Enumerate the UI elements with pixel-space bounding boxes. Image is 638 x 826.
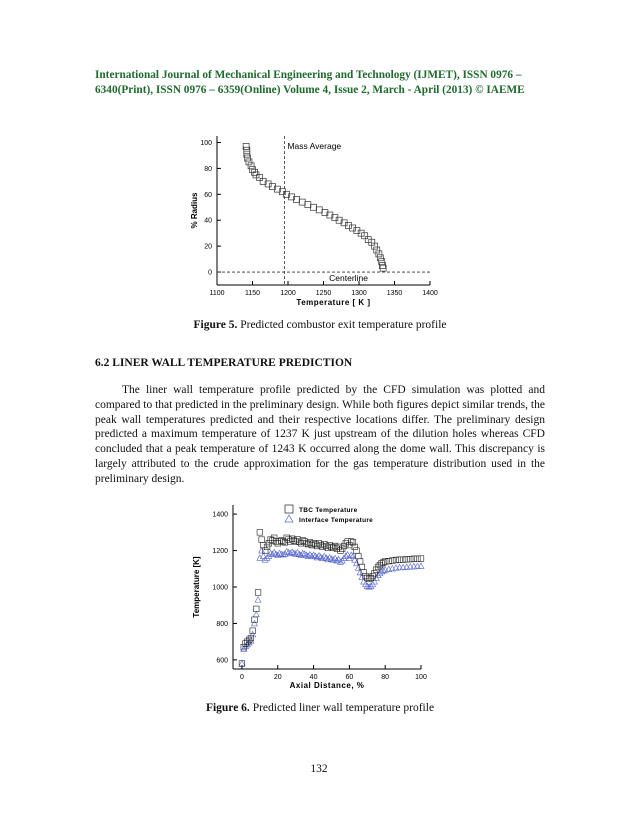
tbc-point (411, 556, 417, 562)
x-axis-label: Axial Distance, % (289, 681, 365, 690)
figure5-caption (150, 319, 490, 331)
data-point (345, 222, 351, 228)
figure6-caption (150, 702, 490, 714)
tbc-point (354, 548, 360, 554)
x-tick-label: 1300 (351, 290, 367, 297)
y-tick-label: 600 (216, 657, 228, 665)
section-paragraph: The liner wall temperature profile predicted by the CFD simulation was plotted and compared to that predicted in the preliminary design. While both figures depict similar trends, the peak wall temperatures predicted and their respective locations differ. The preliminary design predicted a maximum temperature of 1237 K just upstream of the dilution holes whereas CFD concluded that a peak temperature of 1243 K occurred along the dome wall. This discrepancy is largely attributed to the crude approximation for the gas temperature distribution used in the preliminary design. (95, 384, 545, 485)
journal-header-line1: International Journal of Mechanical Engineering and Technology (IJMET), ISSN 0976 – (95, 69, 522, 81)
tbc-point (415, 556, 421, 562)
data-point (246, 159, 252, 165)
y-tick-label: 0 (208, 269, 212, 277)
interface-point (259, 548, 265, 554)
tbc-point (418, 556, 424, 562)
figure6-caption-text: Predicted liner wall temperature profile (252, 702, 435, 714)
tbc-point (250, 628, 256, 634)
data-point (305, 202, 311, 208)
tbc-point (252, 617, 258, 623)
data-point (248, 163, 254, 169)
interface-point (253, 611, 259, 617)
tbc-point (356, 553, 362, 559)
tbc-point (264, 544, 270, 550)
x-tick-label: 1150 (244, 290, 261, 297)
data-point (362, 233, 368, 239)
mass-average-label: Mass Average (287, 140, 342, 151)
x-tick-label: 1200 (280, 290, 296, 297)
journal-header (95, 68, 545, 97)
section-title: 6.2 LINER WALL TEMPERATURE PREDICTION (95, 357, 353, 369)
data-point (299, 199, 305, 205)
y-tick-label: 1400 (212, 511, 228, 519)
page-number: 132 (310, 763, 328, 775)
figure5-chart (185, 128, 445, 313)
y-tick-label: 800 (216, 620, 228, 628)
data-point (365, 237, 371, 243)
data-point (376, 251, 382, 257)
y-tick-label: 60 (204, 191, 212, 199)
tbc-point (359, 564, 365, 570)
centerline-label: Centerline (329, 273, 368, 284)
x-axis-label: Temperature [ K ] (296, 298, 371, 307)
legend-tbc-label: TBC Temperature (299, 507, 358, 514)
tbc-point (259, 537, 265, 543)
legend-interface-marker (285, 515, 293, 522)
data-point (358, 230, 364, 236)
x-tick-label: 1350 (386, 290, 403, 297)
interface-point (255, 597, 261, 603)
y-tick-label: 20 (204, 243, 212, 251)
figure6-label: Figure 6. (205, 702, 250, 714)
x-tick-label: 60 (345, 674, 354, 681)
x-tick-label: 0 (239, 674, 244, 681)
x-tick-label: 80 (381, 674, 390, 681)
x-tick-label: 1400 (422, 290, 438, 297)
tbc-point (404, 557, 410, 563)
x-tick-label: 20 (273, 674, 282, 681)
tbc-point (400, 557, 406, 563)
data-point (311, 204, 317, 210)
tbc-point (257, 530, 263, 536)
y-tick-label: 1200 (212, 548, 228, 556)
y-tick-label: 1000 (212, 584, 228, 592)
tbc-point (261, 542, 267, 548)
x-tick-label: 1100 (209, 290, 225, 297)
legend-interface-label: Interface Temperature (299, 517, 374, 524)
data-point (350, 225, 356, 231)
legend-tbc-marker (285, 505, 293, 513)
y-tick-label: 40 (204, 217, 212, 225)
interface-point (262, 557, 268, 563)
x-tick-label: 100 (415, 674, 427, 681)
tbc-point (407, 556, 413, 562)
figure5-caption-text: Predicted combustor exit temperature profile (240, 319, 447, 331)
tbc-point (255, 590, 261, 596)
data-point (354, 228, 360, 234)
y-tick-label: 80 (204, 165, 212, 173)
interface-point (251, 620, 257, 626)
tbc-point (397, 557, 403, 563)
y-axis-label: Temperature [K] (192, 556, 201, 618)
journal-header-line2: 6340(Print), ISSN 0976 – 6359(Online) Volume 4, Issue 2, March - April (2013) © IAEME (95, 83, 525, 96)
y-axis-label: % Radius (190, 192, 199, 229)
x-tick-label: 1250 (315, 290, 332, 297)
x-tick-label: 40 (309, 674, 318, 681)
interface-point (250, 631, 256, 637)
data-point (316, 207, 322, 213)
data-point (374, 247, 380, 253)
figure5-label: Figure 5. (193, 319, 238, 331)
figure6-chart (185, 497, 445, 695)
data-point (377, 255, 383, 261)
y-tick-label: 100 (200, 139, 212, 147)
